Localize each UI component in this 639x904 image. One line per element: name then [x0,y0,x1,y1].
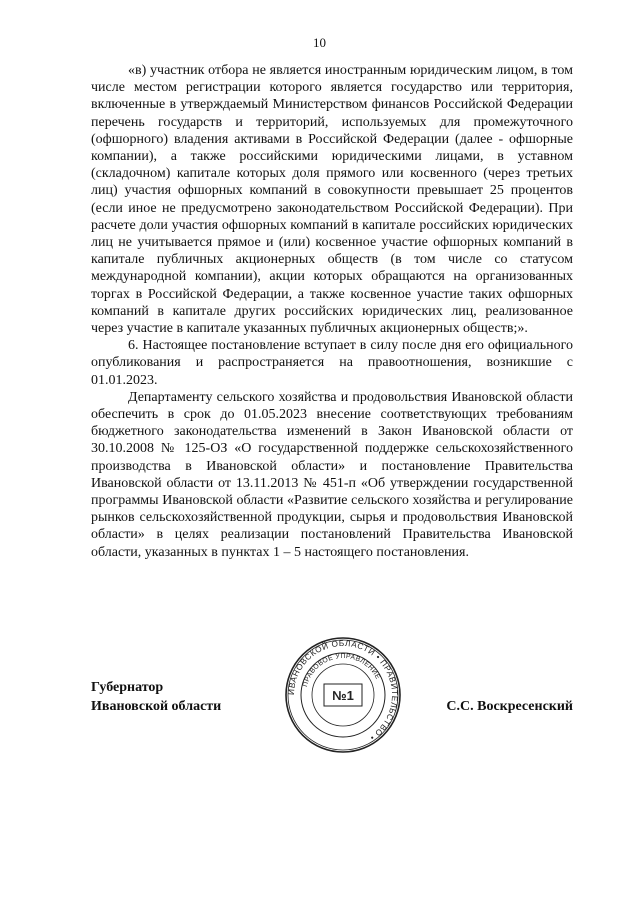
document-body [91,62,573,561]
page-number: 10 [313,35,326,50]
paragraph-department-instruction: Департаменту сельского хозяйства и продовольствия Ивановской области обеспечить в срок до 01.05.2023 внесение соответствующих требованиям бюджетного законодательства изменений в Закон Ивановской области от 30.10.2008 № 125-ОЗ «О государственной поддержке сельскохозяйственного производства в Ивановской области» и постановление Правительства Ивановской области от 13.11.2013 № 451-п «Об утверждении государственной программы Ивановской области «Развитие сельского хозяйства и регулирование рынков сельскохозяйственной продукции, сырья и продовольствия Ивановской области» в целях реализации постановлений Правительства Ивановской области, указанных в пунктах 1 – 5 настоящего постановления. [91,389,573,560]
signatory-title-line1: Губернатор [91,680,164,695]
official-stamp [284,636,402,754]
signatory-title-line2: Ивановской области [91,699,222,714]
paragraph-offshore-condition: «в) участник отбора не является иностранным юридическим лицом, в том числе местом регистрации которого является государство или территория, включенные в утверждаемый Министерством финансов Российской Федерации перечень государств и территорий, используемых для промежуточного (офшорного) владения активами в Российской Федерации (далее - офшорные компании), а также российскими юридическими лицами, в уставном (складочном) капитале которых доля прямого или косвенного (через третьих лиц) участия офшорных компаний в совокупности превышает 25 процентов (если иное не предусмотрено законодательством Российской Федерации). При расчете доли участия офшорных компаний в капитале российских юридических лиц не учитывается прямое и (или) косвенное участие офшорных компаний в капитале публичных акционерных обществ (в том числе со статусом международной компании), акции которых обращаются на организованных торгах в Российской Федерации, а также косвенное участие таких офшорных компаний в капитале других российских юридических лиц, реализованное через участие в капитале указанных публичных акционерных обществ;». [91,63,573,337]
signatory-name: С.С. Воскресенский [446,699,573,714]
stamp-number: №1 [332,688,354,703]
paragraph-effective-date: 6. Настоящее постановление вступает в силу после дня его официального опубликования и распространяется на правоотношения, возникшие с 01.01.2023. [91,338,573,388]
stamp-inner-ring-text: ПРАВОВОЕ УПРАВЛЕНИЕ [301,652,382,688]
stamp-ring-text: ИВАНОВСКОЙ ОБЛАСТИ • ПРАВИТЕЛЬСТВО • [286,638,400,743]
signatory-title [91,678,221,716]
